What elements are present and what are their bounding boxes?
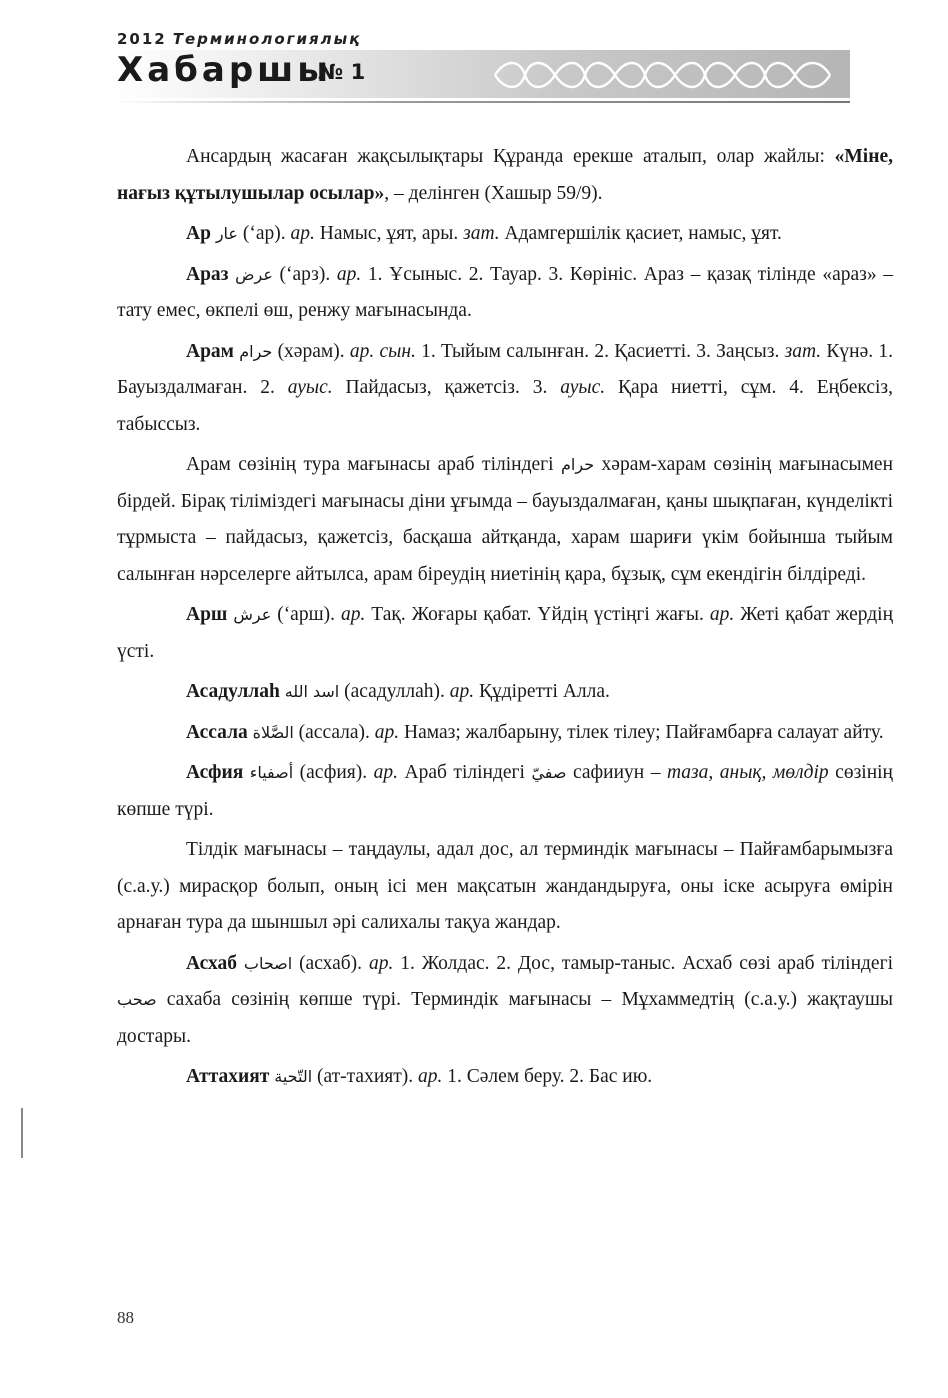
text-run: 1. Сәлем беру. 2. Бас ию.	[442, 1066, 653, 1087]
grammar-note: ар.	[709, 604, 735, 625]
paragraph	[117, 597, 893, 670]
journal-top-title: Терминологиялық	[172, 30, 362, 48]
paragraph	[117, 755, 893, 828]
arabic-word: الصَّلاة	[252, 722, 294, 742]
text-run: Арам сөзінің тура мағынасы араб тіліндегі	[186, 454, 562, 475]
headword: Араз	[186, 263, 229, 285]
arabic-word: أصفياء	[249, 763, 294, 782]
headword: «Міне, нағыз құтылушылар осылар»	[117, 146, 893, 204]
arabic-word: التّحية	[274, 1067, 313, 1086]
arabic-word: صفيّ	[531, 763, 567, 782]
text-run: (асадуллаһ).	[339, 681, 450, 702]
paragraph	[117, 257, 893, 330]
paragraph	[117, 715, 893, 752]
text-run: Араб тіліндегі	[398, 762, 532, 783]
grammar-note: ар. сын.	[349, 340, 416, 362]
grammar-note: ар.	[418, 1066, 443, 1087]
text-run: (‘арз).	[272, 263, 337, 285]
arabic-word: عرش	[233, 605, 272, 624]
text-run	[237, 953, 244, 974]
grammar-note: зат.	[784, 340, 822, 362]
journal-year: 2012	[117, 30, 167, 48]
issue-number: № 1	[318, 60, 366, 84]
headword: Асхаб	[186, 952, 237, 974]
text-run: Ансардың жасаған жақсылықтары Құранда ерекше аталып, олар жайлы:	[186, 146, 835, 167]
text-run: хәрам-харам сөзінің мағынасымен бірдей. Бірақ тіліміздегі мағынасы діни ұғымда – бауыздалмаған, қаны шықпаған, күнделікті тұрмыста – пайдасыз, қажетсіз, басқаша айтқанда, харам шариғи үкім бойынша тыйым салынған нәрселерге айтылса, арам біреудің ниетінің қара, бұзық, сұм екендігін білдіреді.	[117, 454, 894, 585]
page-number: 88	[117, 1308, 134, 1327]
text-run: (‘арш).	[271, 604, 341, 625]
grammar-note: ар.	[374, 721, 400, 743]
paragraph	[117, 447, 893, 593]
arabic-word: عرض	[235, 264, 273, 284]
paragraph	[117, 1059, 893, 1096]
grammar-note: зат.	[463, 223, 500, 244]
paragraph	[117, 216, 893, 253]
text-run: Жеті қабат жердің үсті.	[117, 604, 894, 662]
grammar-note: ауыс.	[287, 377, 333, 398]
grammar-note: таза, анық, мөлдір	[666, 762, 829, 783]
grammar-note: ар.	[290, 223, 315, 244]
text-run: Намаз; жалбарыну, тілек тілеу; Пайғамбарға салауат айту.	[399, 721, 884, 743]
text-run: Құдіретті Алла.	[474, 681, 610, 702]
headword: Аттахият	[186, 1066, 270, 1087]
paragraph	[117, 139, 893, 212]
journal-title: Хабаршы	[117, 50, 333, 90]
arabic-word: عار	[215, 224, 238, 243]
arabic-word: حرام	[561, 455, 595, 474]
paragraph	[117, 832, 893, 942]
text-run: Тілдік мағынасы – таңдаулы, адал дос, ал терминдік мағынасы – Пайғамбарымызға (с.а.у.) мирасқор болып, оның ісі мен мақсатын жандандыруға, оны іске асыруға өмірін арнаған тура да шыншыл әрі салихалы тақуа жандар.	[117, 839, 893, 933]
text-run: Пайдасыз, қажетсіз. 3.	[332, 377, 561, 398]
arabic-word: اسد الله	[284, 682, 340, 701]
journal-top-line	[117, 30, 361, 48]
grammar-note: ар.	[368, 952, 394, 974]
text-run: сахаба сөзінің көпше түрі. Терминдік мағынасы – Мұхаммедтің (с.а.у.) жақтаушы достары.	[117, 989, 893, 1047]
header-underline	[112, 101, 850, 103]
headword: Ар	[186, 223, 211, 244]
text-run: 1. Тыйым салынған. 2. Қасиетті. 3. Заңсыз.	[415, 340, 785, 362]
grammar-note: ар.	[340, 604, 366, 625]
margin-mark	[21, 1108, 23, 1158]
text-run: (асфия).	[293, 762, 374, 783]
grammar-note: ар.	[373, 762, 398, 783]
text-run: 1. Ұсыныс. 2. Тауар. 3. Көрініс. Араз – қазақ тілінде «араз» – тату емес, өкпелі өш, ренжу мағынасында.	[117, 263, 894, 321]
headword: Арам	[186, 340, 234, 362]
headword: Асфия	[186, 762, 244, 783]
headword: Асадуллаһ	[186, 681, 280, 702]
paragraph	[117, 674, 893, 711]
grammar-note: ар.	[336, 263, 362, 285]
text-run: (‘ар).	[237, 223, 291, 244]
arabic-word: اصحاب	[243, 953, 293, 973]
dictionary-text	[117, 139, 893, 1100]
text-run: Күнә. 1. Бауыздалмаған. 2.	[117, 340, 894, 398]
paragraph	[117, 334, 893, 444]
kazakh-ornament-decoration	[490, 56, 840, 94]
text-run: 1. Жолдас. 2. Дос, тамыр-таныс. Асхаб сөзі араб тіліндегі	[393, 952, 893, 974]
text-run: Тақ. Жоғары қабат. Үйдің үстіңгі жағы.	[365, 604, 710, 625]
arabic-word: صحب	[117, 990, 157, 1009]
headword: Арш	[186, 604, 228, 625]
text-run: , – делінген (Хашыр 59/9).	[384, 182, 603, 204]
text-run: (хәрам).	[272, 340, 350, 362]
arabic-word: حرام	[239, 341, 273, 361]
grammar-note: ауыс.	[560, 377, 606, 398]
grammar-note: ар.	[449, 681, 475, 702]
text-run: сафииун –	[566, 762, 667, 783]
text-run: (асхаб).	[292, 952, 369, 974]
text-run: (ассала).	[293, 721, 375, 743]
headword: Ассала	[186, 721, 248, 743]
text-run: (ат-тахият).	[312, 1066, 419, 1087]
paragraph	[117, 946, 893, 1056]
text-run: Намыс, ұят, ары.	[314, 223, 464, 244]
journal-header	[0, 0, 948, 120]
text-run: сөзінің көпше түрі.	[117, 762, 893, 820]
text-run: Қара ниетті, сұм. 4. Еңбексіз, табыссыз.	[117, 377, 894, 435]
text-run: Адамгершілік қасиет, намыс, ұят.	[499, 223, 782, 244]
